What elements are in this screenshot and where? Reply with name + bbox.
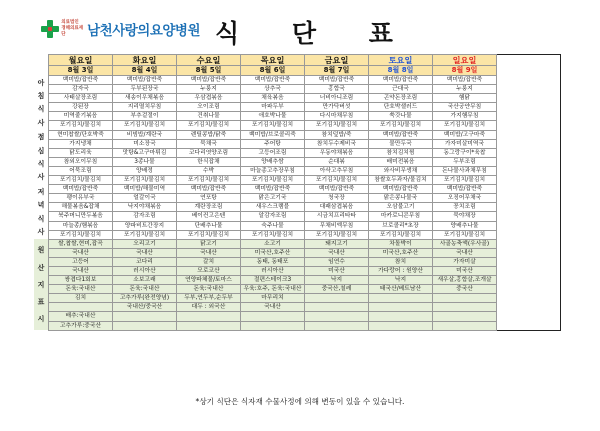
origin-row: [49, 294, 561, 303]
lunch-row: [49, 148, 561, 157]
origin-cell: [305, 294, 369, 303]
origin-cell: 고추가루:중국산: [49, 321, 113, 330]
breakfast-cell: 사태살장조림: [49, 94, 113, 103]
breakfast-cell: 오이조림: [177, 103, 241, 112]
origin-cell: [113, 312, 177, 321]
origin-cell: 국내산: [49, 266, 113, 275]
lunch-cell: 포기김치/물김치: [241, 176, 305, 185]
breakfast-cell: 포기김치/물김치: [113, 121, 177, 130]
day-date-4: 8월 7일: [305, 66, 369, 76]
dinner-cell: 해물볶음&잡채: [49, 203, 113, 212]
section-label-char: 침: [37, 92, 45, 101]
origin-cell: [433, 294, 497, 303]
lunch-cell: 맛탕&고구마튀김: [113, 148, 177, 157]
dinner-row: [49, 221, 561, 230]
origin-row: [49, 303, 561, 312]
breakfast-cell: 너비아니조림: [305, 94, 369, 103]
origin-cell: 고추가루(완전양념): [113, 294, 177, 303]
breakfast-cell: 백미밥/잡반죽: [49, 76, 113, 85]
origin-cell: 연양파체물/토마스: [177, 276, 241, 285]
breakfast-cell: 국산궁얀무침: [433, 103, 497, 112]
breakfast-row: [49, 103, 561, 112]
section-label-char: 식: [37, 214, 45, 223]
lunch-cell: 백미밥/고구마죽: [433, 130, 497, 139]
dinner-cell: 백미밥/잡반죽: [241, 185, 305, 194]
origin-cell: [241, 321, 305, 330]
lunch-cell: 고등어조림: [241, 148, 305, 157]
breakfast-cell: 백미밥/잡반죽: [305, 76, 369, 85]
dinner-cell: 마카로니콘무침: [369, 212, 433, 221]
day-date-1: 8월 4일: [113, 66, 177, 76]
section-label-char: 시: [37, 314, 45, 323]
lunch-cell: 비빔밥/계란국: [113, 130, 177, 139]
lunch-cell: 순대볶: [305, 157, 369, 166]
origin-cell: 국내산: [49, 248, 113, 257]
origin-row: [49, 266, 561, 275]
lunch-cell: 참쌀호두과자/물김치: [369, 176, 433, 185]
lunch-row: [49, 157, 561, 166]
lunch-cell: 동그랑구이*육찹: [433, 148, 497, 157]
lunch-cell: 우동야채볶음: [305, 148, 369, 157]
origin-cell: [177, 321, 241, 330]
dinner-cell: 포기김치/물김치: [305, 230, 369, 239]
day-date-6: 8월 9일: [433, 66, 497, 76]
origin-cell: 코다리: [113, 257, 177, 266]
origin-cell: 모로코산: [177, 266, 241, 275]
dinner-cell: 계란장조림: [177, 203, 241, 212]
lunch-cell: 포기김치/물김치: [49, 176, 113, 185]
lunch-cell: 가지냉채: [49, 139, 113, 148]
breakfast-cell: 누룽지: [433, 85, 497, 94]
origin-cell: 러시아산: [241, 266, 305, 275]
origin-cell: [241, 312, 305, 321]
origin-cell: 절편스테이크3: [241, 276, 305, 285]
origin-cell: 러시아산: [113, 266, 177, 275]
dinner-cell: 묵야채장: [433, 212, 497, 221]
day-date-5: 8월 8일: [369, 66, 433, 76]
dinner-cell: 시금치프리타타: [305, 212, 369, 221]
origin-cell: 대두 : 외국산: [177, 303, 241, 312]
breakfast-cell: 우삼겹볶음: [177, 94, 241, 103]
dinner-cell: 맑은콩나물국: [369, 194, 433, 203]
lunch-cell: 어묵조림: [49, 166, 113, 175]
day-name-5: 토요일: [369, 55, 433, 66]
breakfast-cell: 만가닥버섯: [305, 103, 369, 112]
origin-row: [49, 239, 561, 248]
dinner-cell: 포기김치/물김치: [113, 230, 177, 239]
dinner-cell: 얼갈이국: [113, 194, 177, 203]
breakfast-cell: 강된장: [49, 103, 113, 112]
medical-cross-icon: [40, 19, 58, 39]
date-header-row: [49, 66, 561, 76]
dinner-cell: 백미밥/잡반죽: [49, 185, 113, 194]
origin-cell: 미국산: [305, 266, 369, 275]
origin-row: [49, 257, 561, 266]
lunch-row: [49, 130, 561, 139]
origin-cell: 국내산: [241, 303, 305, 312]
dinner-cell: 새우스크램블: [241, 203, 305, 212]
origin-cell: 미국산,호주산: [241, 248, 305, 257]
lunch-cell: 참치두수제비국: [305, 139, 369, 148]
dinner-cell: 양배추나물: [433, 221, 497, 230]
section-label-char: 표: [37, 297, 45, 306]
section-label-char: 지: [37, 280, 45, 289]
section-label-breakfast: [34, 76, 48, 131]
dinner-cell: 대패삼겹볶음: [305, 203, 369, 212]
section-label-char: 아: [37, 78, 45, 87]
origin-cell: 배추:국내산: [49, 312, 113, 321]
lunch-cell: 3종나물: [113, 157, 177, 166]
lunch-cell: 배미전볶음: [369, 157, 433, 166]
day-name-6: 일요일: [433, 55, 497, 66]
dinner-cell: 북주머니만두볶음: [49, 212, 113, 221]
day-date-0: 8월 3일: [49, 66, 113, 76]
breakfast-cell: 다시마채무침: [305, 112, 369, 121]
section-label-origin: [34, 239, 48, 330]
lunch-cell: 코다리엿양조림: [177, 148, 241, 157]
lunch-cell: 포기김치/물김치: [433, 176, 497, 185]
lunch-cell: 양배정: [113, 166, 177, 175]
dinner-row: [49, 203, 561, 212]
breakfast-row: [49, 94, 561, 103]
breakfast-cell: 마파두부: [241, 103, 305, 112]
origin-cell: 새우살,홍합살,조개살: [433, 276, 497, 285]
logo-subtext-line-2: 경해의료재단: [61, 26, 84, 37]
breakfast-cell: 백미밥/잡반죽: [369, 76, 433, 85]
dinner-cell: 포기김치/물김치: [49, 230, 113, 239]
breakfast-cell: 근대국: [369, 85, 433, 94]
breakfast-row: [49, 121, 561, 130]
lunch-cell: 마늘종고추장무침: [241, 166, 305, 175]
lunch-cell: 포기김치/물김치: [177, 176, 241, 185]
origin-cell: 소보고래: [113, 276, 177, 285]
origin-cell: 낙지: [369, 276, 433, 285]
dinner-cell: 맑은고기국: [241, 194, 305, 203]
origin-row: [49, 312, 561, 321]
origin-cell: 가자미살: [433, 257, 497, 266]
lunch-row: [49, 176, 561, 185]
lunch-cell: 닭도리육: [49, 148, 113, 157]
lunch-cell: 포기김치/물김치: [305, 176, 369, 185]
origin-cell: 쌍겹다1회보: [49, 276, 113, 285]
origin-row: [49, 285, 561, 294]
dinner-cell: 단배추나물: [177, 221, 241, 230]
breakfast-cell: 포기김치/물김치: [177, 121, 241, 130]
breakfast-cell: 미역줄기볶음: [49, 112, 113, 121]
dinner-cell: 오징어무채국: [433, 194, 497, 203]
origin-cell: 태국산/베트남산: [369, 285, 433, 294]
origin-cell: 중국산: [433, 285, 497, 294]
dinner-cell: 포기김치/물김치: [433, 230, 497, 239]
day-name-2: 수요일: [177, 55, 241, 66]
origin-cell: [305, 303, 369, 312]
day-name-0: 월요일: [49, 55, 113, 66]
dinner-cell: 백미밥/잡반죽: [433, 185, 497, 194]
origin-cell: 돈육:국내산: [113, 285, 177, 294]
origin-cell: 가다랑어 : 원양산: [369, 266, 433, 275]
section-label-lunch: [34, 130, 48, 185]
origin-cell: 돈육:국내산: [49, 285, 113, 294]
origin-cell: [433, 321, 497, 330]
dinner-cell: 브로콜리*초장: [369, 221, 433, 230]
lunch-cell: 백미밥/브로콜리죽: [241, 130, 305, 139]
origin-cell: 중국산,칠레: [305, 285, 369, 294]
origin-cell: 미국산: [433, 266, 497, 275]
breakfast-row: [49, 112, 561, 121]
page-header: [0, 0, 600, 52]
breakfast-cell: 백미밥/잡반죽: [433, 76, 497, 85]
breakfast-cell: 백미밥/잡반죽: [241, 76, 305, 85]
hospital-logo: [40, 18, 200, 40]
origin-cell: 참치: [369, 257, 433, 266]
dinner-cell: 포기김치/물김치: [177, 230, 241, 239]
lunch-cell: 한식잡채: [177, 157, 241, 166]
lunch-cell: 아삭고추무침: [305, 166, 369, 175]
origin-cell: [369, 294, 433, 303]
section-label-char: 원: [37, 246, 45, 255]
breakfast-cell: 포기김치/물김치: [369, 121, 433, 130]
dinner-cell: 포기김치/물김치: [241, 230, 305, 239]
dinner-cell: 마늘종/햄볶음: [49, 221, 113, 230]
section-label-char: 식: [37, 105, 45, 114]
origin-cell: 임연수: [305, 257, 369, 266]
breakfast-cell: 포기김치/물김치: [49, 121, 113, 130]
origin-cell: [49, 303, 113, 312]
section-label-char: 사: [37, 173, 45, 182]
day-name-1: 화요일: [113, 55, 177, 66]
breakfast-cell: 백미밥/잡반죽: [113, 76, 177, 85]
dinner-cell: 백미밥/잡반죽: [369, 185, 433, 194]
origin-cell: 마무리치: [241, 294, 305, 303]
dinner-cell: 백미밥/해물미역: [113, 185, 177, 194]
dinner-cell: 숙주나물: [241, 221, 305, 230]
dinner-row: [49, 194, 561, 203]
origin-cell: [433, 312, 497, 321]
dinner-cell: 무채비엑무침: [305, 221, 369, 230]
dinner-cell: 포기김치/물김치: [369, 230, 433, 239]
origin-cell: 고등어: [49, 257, 113, 266]
breakfast-cell: 상추국: [241, 85, 305, 94]
section-label-char: 식: [37, 160, 45, 168]
breakfast-cell: 단호박샐러드: [369, 103, 433, 112]
origin-cell: 쌀,찹쌀,현미,잡곡: [49, 239, 113, 248]
breakfast-cell: 홍합국: [305, 85, 369, 94]
origin-cell: 동태, 동태포: [241, 257, 305, 266]
origin-cell: 오리고기: [113, 239, 177, 248]
lunch-cell: 돈나물사과채무침: [433, 166, 497, 175]
lunch-cell: 두부조림: [433, 157, 497, 166]
breakfast-cell: 새송이우채볶음: [113, 94, 177, 103]
lunch-row: [49, 166, 561, 175]
section-label-char: 사: [37, 118, 45, 127]
breakfast-cell: 감자국: [49, 85, 113, 94]
lunch-cell: 백미밥/잡반죽: [369, 130, 433, 139]
day-date-2: 8월 5일: [177, 66, 241, 76]
origin-cell: [305, 312, 369, 321]
footer-note: *상기 식단은 식자재 수물사정에 의해 변동이 있을 수 있습니다.: [195, 397, 405, 406]
origin-row: [49, 276, 561, 285]
dinner-cell: 백미밥/잡반죽: [305, 185, 369, 194]
dinner-cell: 베이컨고은텐: [177, 212, 241, 221]
menu-table: [48, 54, 561, 331]
lunch-cell: 가자미살미역국: [433, 139, 497, 148]
hospital-name: 남천사랑의요양병원: [87, 23, 200, 39]
origin-cell: 낙지: [305, 276, 369, 285]
origin-cell: 우육:호주, 돈육:국내산: [241, 285, 305, 294]
origin-cell: 돈육:국내산: [177, 285, 241, 294]
origin-cell: [369, 321, 433, 330]
logo-subtext-line-1: 의료법인: [61, 20, 79, 25]
day-date-3: 8월 6일: [241, 66, 305, 76]
breakfast-cell: 포기김치/물김치: [241, 121, 305, 130]
page-title: 식 단 표: [215, 19, 415, 48]
section-label-char: 저: [37, 187, 45, 196]
breakfast-row: [49, 85, 561, 94]
origin-cell: [177, 312, 241, 321]
origin-cell: 국내산: [305, 248, 369, 257]
breakfast-cell: 채육볶음: [241, 94, 305, 103]
breakfast-cell: 건취나물: [177, 112, 241, 121]
origin-cell: 국내산: [113, 248, 177, 257]
dinner-cell: 감자조림: [113, 212, 177, 221]
breakfast-cell: 포기김치/물김치: [433, 121, 497, 130]
origin-cell: 김치: [49, 294, 113, 303]
lunch-cell: 현미찹쌀/단호박죽: [49, 130, 113, 139]
lunch-cell: 참외오이무침: [49, 157, 113, 166]
origin-cell: 국내산: [433, 248, 497, 257]
breakfast-cell: 부추겉절이: [113, 112, 177, 121]
lunch-row: [49, 139, 561, 148]
day-header-row: [49, 55, 561, 66]
origin-cell: 닭고기: [177, 239, 241, 248]
section-label-char: 산: [37, 263, 45, 272]
origin-cell: [305, 321, 369, 330]
breakfast-cell: 가지햄무침: [433, 112, 497, 121]
dinner-row: [49, 185, 561, 194]
dinner-cell: 팽이유부국: [49, 194, 113, 203]
breakfast-cell: 포기김치/물김치: [305, 121, 369, 130]
lunch-cell: 와사비무생채: [369, 166, 433, 175]
breakfast-cell: 두부된장국: [113, 85, 177, 94]
lunch-cell: 물만두국: [369, 139, 433, 148]
breakfast-cell: 애호박나물: [241, 112, 305, 121]
origin-cell: 차돌박이: [369, 239, 433, 248]
origin-cell: [369, 303, 433, 312]
breakfast-cell: 곤약돈장조림: [369, 94, 433, 103]
section-label-char: 사: [37, 227, 45, 236]
origin-cell: 갈치: [177, 257, 241, 266]
dinner-cell: 알감자조림: [241, 212, 305, 221]
origin-row: [49, 248, 561, 257]
breakfast-cell: 햄닭: [433, 94, 497, 103]
breakfast-cell: 지리멸치무침: [113, 103, 177, 112]
dinner-cell: 양파비트간장지: [113, 221, 177, 230]
dinner-row: [49, 230, 561, 239]
origin-cell: 미국산,호주산: [369, 248, 433, 257]
breakfast-cell: 쑥갓나물: [369, 112, 433, 121]
dinner-cell: 연포탕: [177, 194, 241, 203]
lunch-cell: 주어탕: [241, 139, 305, 148]
day-name-4: 금요일: [305, 55, 369, 66]
origin-cell: 국내산/중국산: [113, 303, 177, 312]
lunch-cell: 묵채국: [177, 139, 241, 148]
section-label-char: 심: [37, 146, 45, 155]
lunch-cell: 참치김치찜: [369, 148, 433, 157]
origin-cell: [369, 312, 433, 321]
dinner-cell: 오삼불고기: [369, 203, 433, 212]
dinner-cell: 청국장: [305, 194, 369, 203]
section-label-char: 녁: [37, 201, 45, 210]
origin-cell: 두부,연두부,순두부: [177, 294, 241, 303]
lunch-cell: 미소장국: [113, 139, 177, 148]
dinner-cell: 낙지야채볶음: [113, 203, 177, 212]
breakfast-row: [49, 76, 561, 85]
lunch-cell: 수박: [177, 166, 241, 175]
origin-cell: 돼지고기: [305, 239, 369, 248]
lunch-cell: 참치덮밥/죽: [305, 130, 369, 139]
section-label-char: 점: [37, 133, 45, 142]
breakfast-cell: 누룽지: [177, 85, 241, 94]
lunch-cell: 포기김치/물김치: [113, 176, 177, 185]
day-name-3: 목요일: [241, 55, 305, 66]
origin-cell: 사골농축액(우사골): [433, 239, 497, 248]
origin-row: [49, 321, 561, 330]
breakfast-cell: 백미밥/잡반죽: [177, 76, 241, 85]
lunch-cell: 렌틸콩밥/닭죽: [177, 130, 241, 139]
dinner-cell: 백미밥/잡반죽: [177, 185, 241, 194]
dinner-row: [49, 212, 561, 221]
origin-cell: 국내산: [177, 248, 241, 257]
origin-cell: [113, 321, 177, 330]
dinner-cell: 꽁치조림: [433, 203, 497, 212]
logo-subtext: [61, 20, 85, 38]
lunch-cell: 양배추쌈: [241, 157, 305, 166]
section-label-dinner: [34, 185, 48, 240]
origin-cell: 소고기: [241, 239, 305, 248]
origin-cell: [433, 303, 497, 312]
